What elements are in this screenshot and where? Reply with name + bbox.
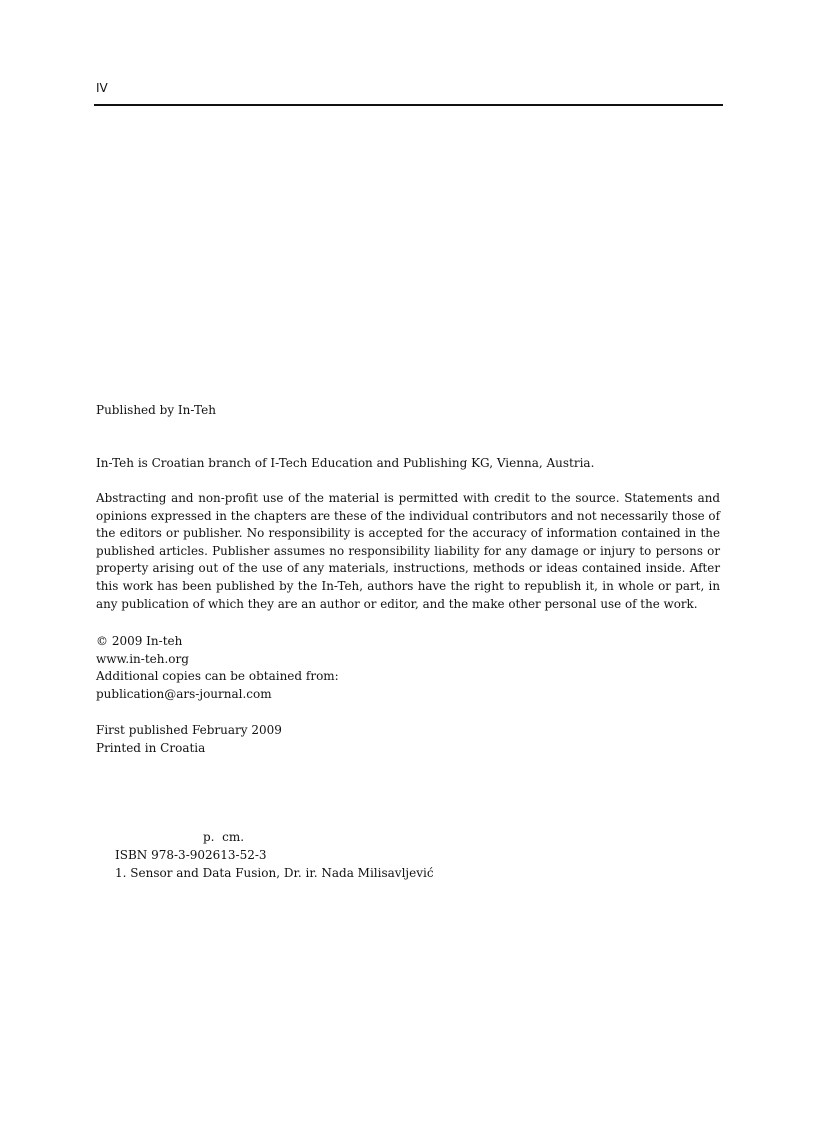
branch-note: In-Teh is Croatian branch of I-Tech Education and Publishing KG, Vienna, Austria.	[96, 456, 595, 470]
isbn-line: ISBN 978-3-902613-52-3	[115, 848, 267, 862]
website-link[interactable]: www.in-teh.org	[96, 651, 189, 666]
copies-note: Additional copies can be obtained from:	[96, 669, 339, 684]
contact-block	[96, 633, 720, 703]
copyright-line: © 2009 In-teh	[96, 634, 183, 648]
publication-info	[96, 722, 720, 757]
subject-entry-line: 1. Sensor and Data Fusion, Dr. ir. Nada Milisavljević	[115, 865, 434, 880]
email-link[interactable]: publication@ars-journal.com	[96, 686, 272, 701]
cip-pcm: p. cm.	[203, 830, 245, 844]
published-by: Published by In-Teh	[96, 403, 216, 417]
header-rule	[94, 104, 723, 106]
page-number: IV	[96, 81, 108, 95]
printed-in-line: Printed in Croatia	[96, 740, 206, 755]
first-published-line: First published February 2009	[96, 723, 282, 737]
cip-entries	[115, 847, 715, 882]
disclaimer-paragraph: Abstracting and non-profit use of the material is permitted with credit to the source. Statements and opinions expressed in the chapters are these of the individual contributors and not necessarily those of the editors or publisher. No responsibility is accepted for the accuracy of information contained in the published articles. Publisher assumes no responsibility liability for any damage or injury to persons or property arising out of the use of any materials, instructions, methods or ideas contained inside. After this work has been published by the In-Teh, authors have the right to republish it, in whole or part, in any publication of which they are an author or editor, and the make other personal use of the work.	[96, 491, 720, 611]
